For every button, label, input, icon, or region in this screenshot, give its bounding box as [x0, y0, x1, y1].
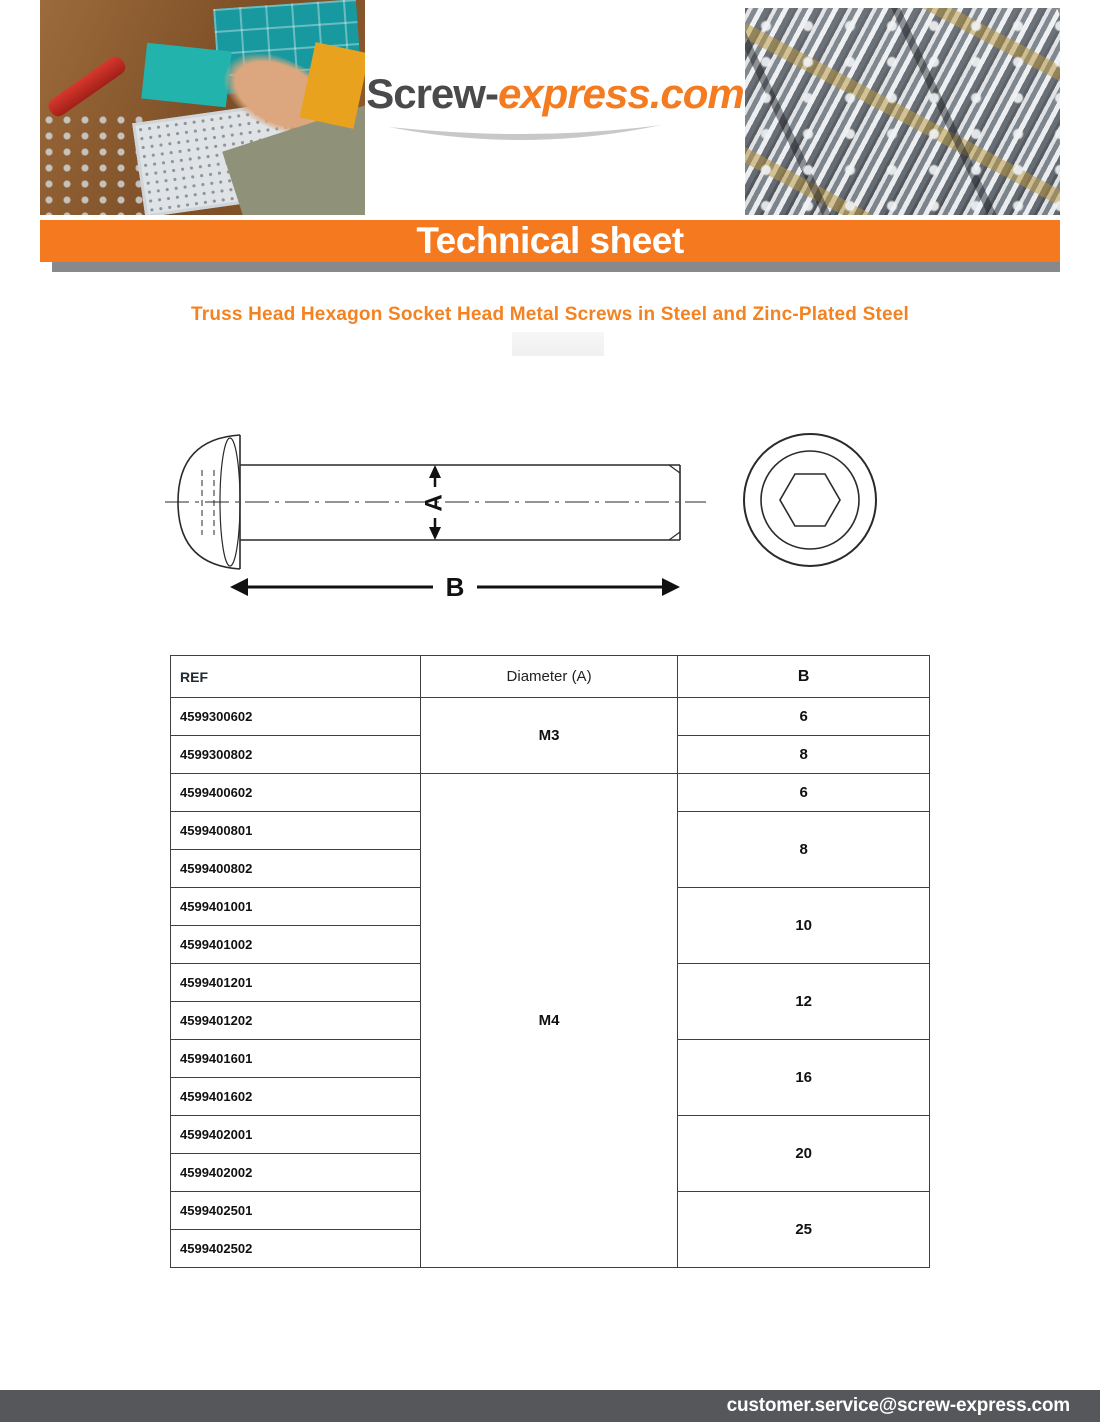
banner-shadow-bar: [52, 262, 1060, 272]
col-header-diameter: Diameter (A): [420, 656, 678, 698]
dim-a-arrowhead-up: [429, 465, 441, 478]
image-artifact: [512, 332, 604, 356]
technical-drawing: [150, 415, 900, 615]
dim-a-arrowhead-down: [429, 527, 441, 540]
head-outer-circle: [744, 434, 876, 566]
product-subtitle: Truss Head Hexagon Socket Head Metal Screws in Steel and Zinc-Plated Steel: [190, 304, 910, 325]
red-tool-decor: [46, 54, 129, 120]
length-b-cell: 8: [678, 736, 930, 774]
diameter-cell: M4: [420, 774, 678, 1268]
chamfer-top: [669, 465, 680, 473]
dim-label-b: B: [445, 572, 465, 602]
ref-cell: 4599402501: [171, 1192, 421, 1230]
page-title: Technical sheet: [416, 220, 684, 261]
col-header-b: B: [678, 656, 930, 698]
ref-cell: 4599401601: [171, 1040, 421, 1078]
dim-b-arrowhead-right: [662, 578, 680, 596]
screws-pile-photo: [745, 8, 1060, 215]
length-b-cell: 10: [678, 888, 930, 964]
length-b-cell: 20: [678, 1116, 930, 1192]
footer: [0, 1390, 1100, 1422]
ref-cell: 4599401201: [171, 964, 421, 1002]
logo-text-screw: Screw-: [366, 69, 498, 117]
diameter-cell: M3: [420, 698, 678, 774]
logo: [365, 0, 745, 215]
ref-cell: 4599401001: [171, 888, 421, 926]
ref-cell: 4599300602: [171, 698, 421, 736]
footer-email: customer.service@screw-express.com: [726, 1395, 1070, 1416]
logo-text: [366, 70, 744, 118]
logo-text-express: express.com: [497, 69, 744, 117]
spec-table-body: [171, 698, 930, 1268]
screw-heads-decor: [745, 8, 1060, 215]
length-b-cell: 25: [678, 1192, 930, 1268]
ref-cell: 4599300802: [171, 736, 421, 774]
table-header-row: [171, 656, 930, 698]
table-row: [171, 774, 930, 812]
ref-cell: 4599401202: [171, 1002, 421, 1040]
hex-socket: [780, 474, 840, 526]
ref-cell: 4599402502: [171, 1230, 421, 1268]
title-banner: [40, 220, 1060, 262]
workbench-photo: [40, 0, 365, 215]
length-b-cell: 8: [678, 812, 930, 888]
spec-table: [170, 655, 930, 1268]
ref-cell: 4599400802: [171, 850, 421, 888]
screw-drawing-svg: [150, 415, 900, 615]
ref-cell: 4599401002: [171, 926, 421, 964]
table-row: [171, 698, 930, 736]
dim-b-arrowhead-left: [230, 578, 248, 596]
col-header-ref: REF: [171, 656, 421, 698]
length-b-cell: 6: [678, 698, 930, 736]
chamfer-bottom: [669, 532, 680, 540]
ref-cell: 4599400801: [171, 812, 421, 850]
ref-cell: 4599400602: [171, 774, 421, 812]
dim-label-a: A: [420, 494, 448, 512]
ref-cell: 4599402002: [171, 1154, 421, 1192]
ref-cell: 4599402001: [171, 1116, 421, 1154]
ref-cell: 4599401602: [171, 1078, 421, 1116]
length-b-cell: 16: [678, 1040, 930, 1116]
logo-swoosh: [385, 124, 665, 146]
head-inner-circle: [761, 451, 859, 549]
length-b-cell: 6: [678, 774, 930, 812]
length-b-cell: 12: [678, 964, 930, 1040]
